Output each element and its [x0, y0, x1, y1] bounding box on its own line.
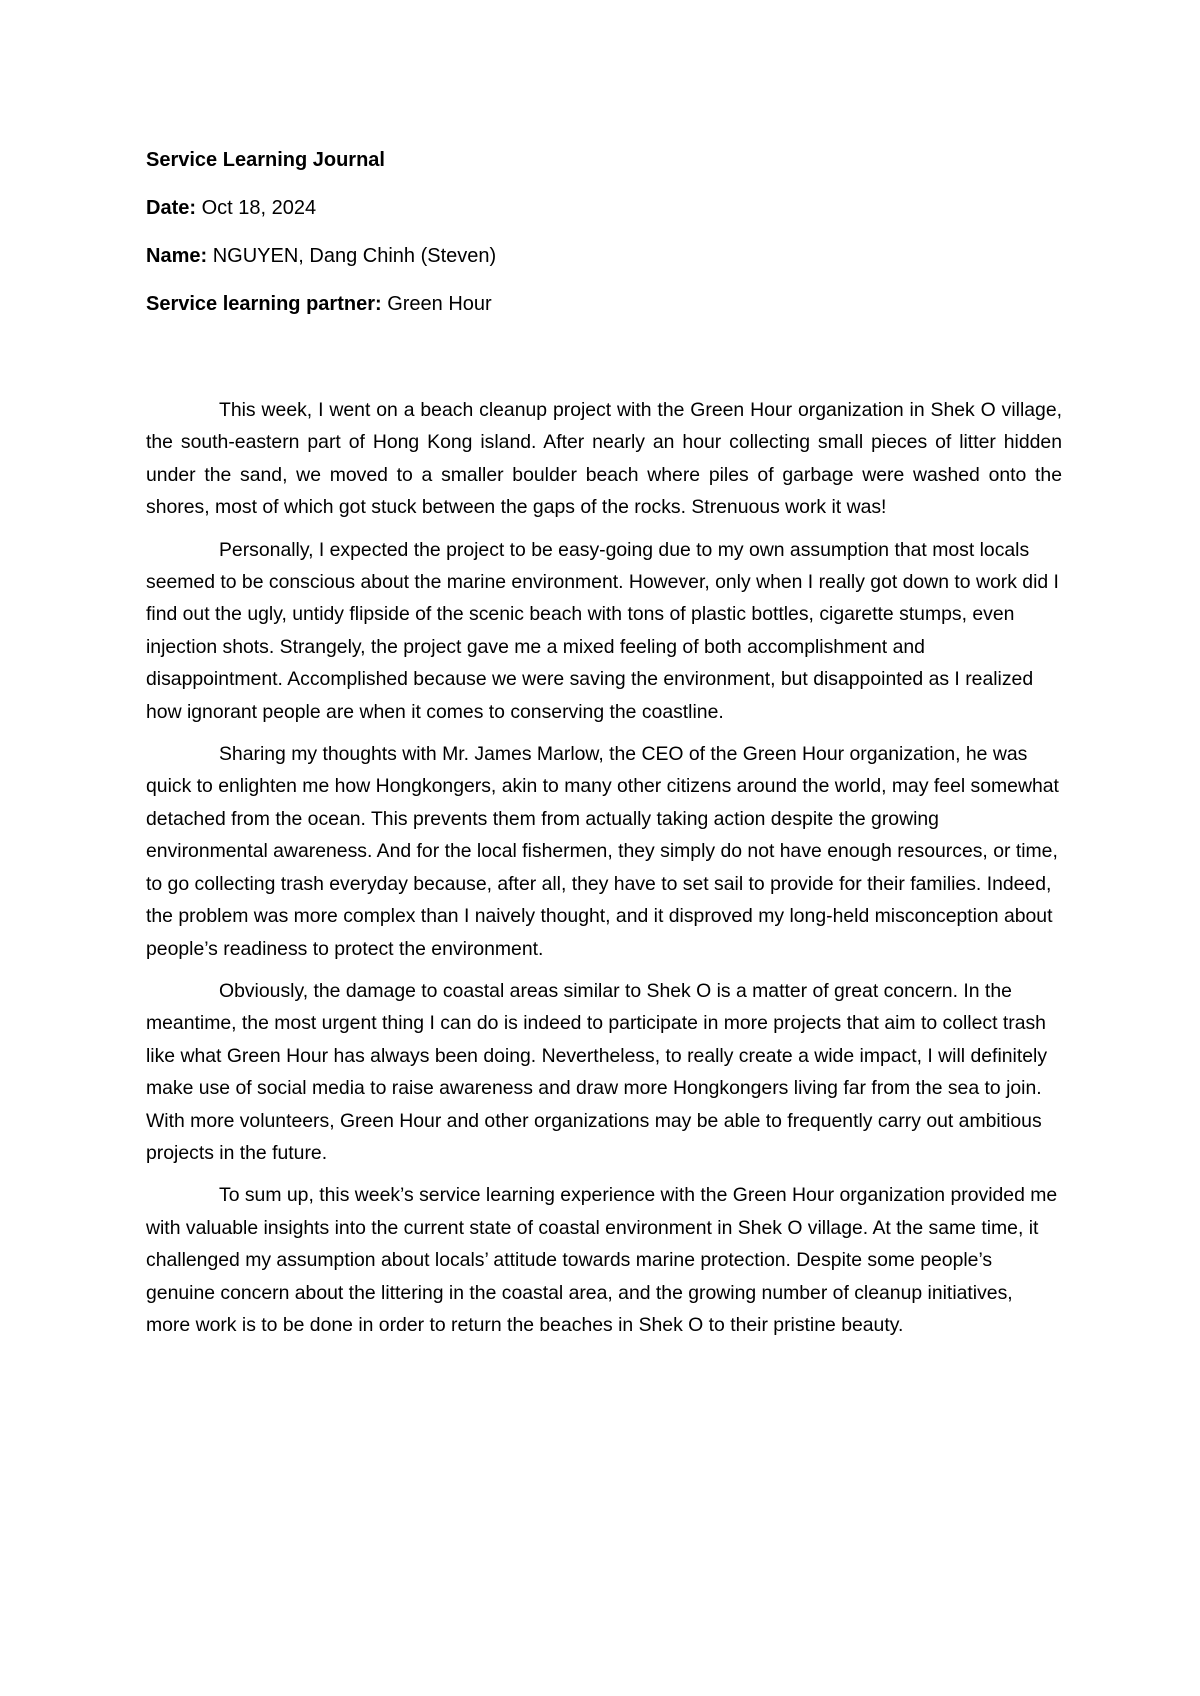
- paragraph-4: Obviously, the damage to coastal areas similar to Shek O is a matter of great concern. In the meantime, the most urgent thing I can do is indeed to participate in more projects that aim to collect trash like what Green Hour has always been doing. Nevertheless, to really create a wide impact, I will definitely make use of social media to raise awareness and draw more Hongkongers living far from the sea to join. With more volunteers, Green Hour and other organizations may be able to frequently carry out ambitious projects in the future.: [146, 979, 1048, 1164]
- name-value: NGUYEN, Dang Chinh (Steven): [212, 245, 497, 267]
- paragraph-2: Personally, I expected the project to be easy-going due to my own assumption that most locals seemed to be conscious about the marine environment. However, only when I really got down to work did I find out the ugly, untidy flipside of the scenic beach with tons of plastic bottles, cigarette stumps, even injection shots. Strangely, the project gave me a mixed feeling of both accomplishment and disappointment. Accomplished because we were saving the environment, but disappointed as I realized how ignorant people are when it comes to conserving the coastline.: [146, 538, 1059, 723]
- date-value: Oct 18, 2024: [201, 197, 317, 219]
- document-body: [146, 146, 1062, 1351]
- journal-title-line: [146, 146, 1062, 174]
- date-label: Date:: [146, 197, 197, 219]
- name-label: Name:: [146, 245, 208, 267]
- name-line: [146, 242, 1062, 270]
- partner-value: Green Hour: [387, 293, 492, 315]
- partner-label: Service learning partner:: [146, 293, 382, 315]
- date-line: [146, 194, 1062, 222]
- paragraph-1: This week, I went on a beach cleanup project with the Green Hour organization in Shek O village, the south-eastern part of Hong Kong island. After nearly an hour collecting small pieces of litter hidden under the sand, we moved to a smaller boulder beach where piles of garbage were washed onto the shores, most of which got stuck between the gaps of the rocks. Strenuous work it was!: [146, 399, 1062, 519]
- journal-title: Service Learning Journal: [146, 149, 385, 171]
- paragraph-3: Sharing my thoughts with Mr. James Marlow, the CEO of the Green Hour organization, he was quick to enlighten me how Hongkongers, akin to many other citizens around the world, may feel somewhat detached from the ocean. This prevents them from actually taking action despite the growing environmental awareness. And for the local fishermen, they simply do not have enough resources, or time, to go collecting trash everyday because, after all, they have to set sail to provide for their families. Indeed, the problem was more complex than I naively thought, and it disproved my long-held misconception about people’s readiness to protect the environment.: [146, 743, 1059, 960]
- partner-line: [146, 290, 1062, 318]
- paragraph-5: To sum up, this week’s service learning experience with the Green Hour organization provided me with valuable insights into the current state of coastal environment in Shek O village. At the same time, it challenged my assumption about locals’ attitude towards marine protection. Despite some people’s genuine concern about the littering in the coastal area, and the growing number of cleanup initiatives, more work is to be done in order to return the beaches in Shek O to their pristine beauty.: [146, 1184, 1058, 1336]
- header-spacer: [146, 338, 1062, 394]
